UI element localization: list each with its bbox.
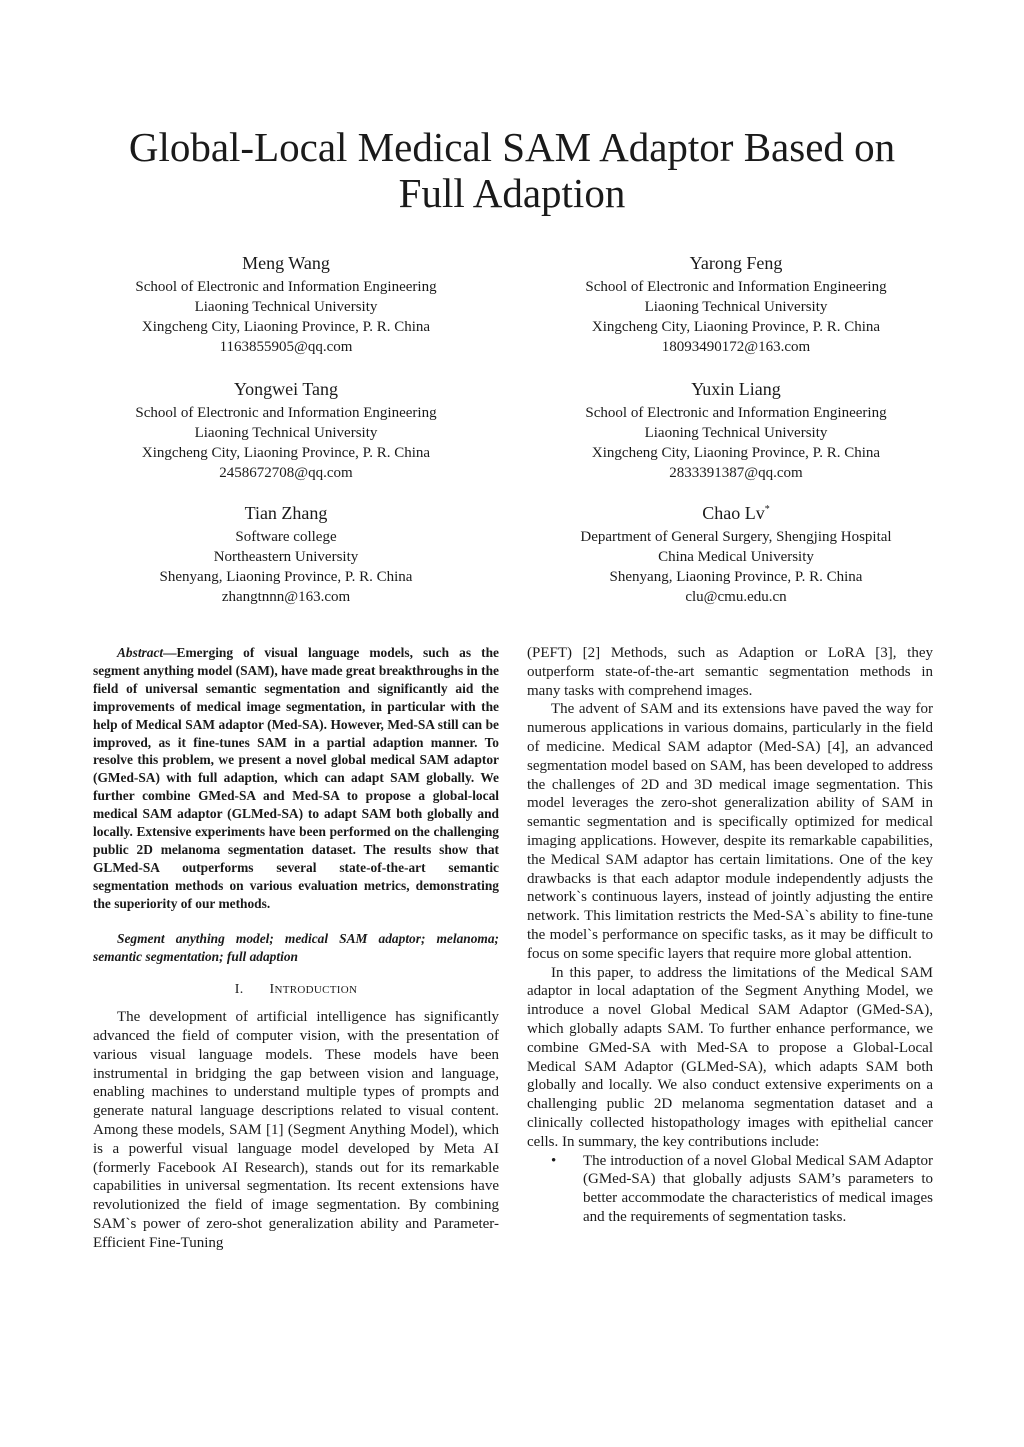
index-terms: Segment anything model; medical SAM adaptor; melanoma; semantic segmentation; full adaption: [93, 930, 499, 964]
author-institution: China Medical University: [658, 549, 814, 565]
author-institution: Liaoning Technical University: [644, 299, 828, 315]
author-block-yuxin-liang: [516, 377, 956, 483]
author-location: Xingcheng City, Liaoning Province, P. R. China: [591, 319, 881, 335]
author-affiliation: School of Electronic and Information Engineering: [585, 405, 887, 421]
paper-title: [0, 124, 1024, 216]
author-email[interactable]: 2458672708@qq.com: [219, 465, 353, 481]
abstract-label: Abstract: [117, 645, 164, 660]
intro-paragraph-1-continued: (PEFT) [2] Methods, such as Adaption or LoRA [3], they outperform state-of-the-art semantic segmentation methods in many tasks with comprehend images.: [527, 645, 933, 699]
author-affiliation: School of Electronic and Information Engineering: [135, 405, 437, 421]
intro-paragraph-2: The advent of SAM and its extensions have paved the way for numerous applications in various domains, particularly in the field of medicine. Medical SAM adaptor (Med-SA) [4], an advanced segmentation model based on SAM, has been developed to address the challenges of 2D and 3D medical image segmentation. This model leverages the zero-shot generalization ability of SAM in semantic segmentation and is specifically optimized for medical imaging applications. However, despite its remarkable capabilities, the Medical SAM adaptor has certain limitations. One of the key drawbacks is that each adaptor module independently adjusts the network`s continuous layers, instead of jointly adjusting the entire network. This limitation restricts the Med-SA`s ability to fine-tune the model`s performance on specific tasks, as it may be difficult to focus on some specific layers that require more global attention.: [527, 701, 933, 962]
abstract-text: Emerging of visual language models, such as the segment anything model (SAM), have made great breakthroughs in the field of universal semantic segmentation and significantly aid the improvements of medical image segmentation, in particular with the help of Medical SAM adaptor (Med-SA). However, Med-SA still can be improved, as it fine-tunes SAM in a partial adaption manner. To resolve this problem, we present a novel global medical SAM adaptor (GMed-SA) with full adaption, which can adapt SAM globally. We further combine GMed-SA and Med-SA to propose a global-local medical SAM adaptor (GLMed-SA) to adapt SAM both globally and locally. Extensive experiments have been performed on the challenging public 2D melanoma segmentation dataset. The results show that GLMed-SA outperforms several state-of-the-art semantic segmentation methods on various evaluation metrics, demonstrating the superiority of our methods.: [93, 645, 499, 911]
intro-paragraph-3: In this paper, to address the limitations of the Medical SAM adaptor in local adaptation of the Segment Anything Model, we introduce a novel Global Medical SAM Adaptor (GMed-SA), which globally adapts SAM. To further enhance performance, we combine GMed-SA with Med-SA to propose a Global-Local Medical SAM Adaptor (GLMed-SA), which adapts SAM both globally and locally. We also conduct extensive experiments on a challenging public 2D melanoma segmentation dataset and a clinically collected histopathology images with epithelial cancer cells. In summary, the key contributions include:: [527, 964, 933, 1150]
author-block-yarong-feng: [516, 251, 956, 357]
author-location: Xingcheng City, Liaoning Province, P. R. China: [141, 445, 431, 461]
author-affiliation: Software college: [235, 529, 337, 545]
abstract: [93, 644, 499, 913]
author-location: Shenyang, Liaoning Province, P. R. China: [159, 569, 413, 585]
author-affiliation: Department of General Surgery, Shengjing Hospital: [580, 529, 892, 545]
author-name: Chao Lv: [702, 503, 765, 523]
author-affiliation: School of Electronic and Information Engineering: [585, 279, 887, 295]
title-line-1: Global-Local Medical SAM Adaptor Based on: [128, 124, 896, 170]
author-institution: Liaoning Technical University: [194, 299, 378, 315]
author-email[interactable]: zhangtnnn@163.com: [221, 589, 351, 605]
section-title-first: I: [269, 982, 275, 998]
author-institution: Northeastern University: [213, 549, 359, 565]
author-name: Yarong Feng: [689, 253, 783, 273]
author-block-yongwei-tang: [66, 377, 506, 483]
author-name: Yuxin Liang: [691, 379, 781, 399]
author-block-meng-wang: [66, 251, 506, 357]
author-email[interactable]: clu@cmu.edu.cn: [685, 589, 787, 605]
section-title-rest: NTRODUCTION: [274, 984, 358, 997]
contribution-text: The introduction of a novel Global Medical SAM Adaptor (GMed-SA) that globally adjusts SAM’s parameters to better accommodate the characteristics of medical images and the requirements of segmentation tasks.: [583, 1152, 933, 1225]
author-email[interactable]: 1163855905@qq.com: [219, 339, 353, 355]
left-column: [93, 644, 499, 1253]
contribution-list-item: [527, 1152, 933, 1227]
right-column: [527, 644, 933, 1227]
author-name: Tian Zhang: [244, 503, 328, 523]
author-email[interactable]: 2833391387@qq.com: [669, 465, 803, 481]
author-block-tian-zhang: [66, 501, 506, 607]
author-institution: Liaoning Technical University: [644, 425, 828, 441]
bullet-icon: •: [551, 1152, 557, 1169]
author-name: Meng Wang: [242, 253, 330, 273]
title-line-2: Full Adaption: [398, 170, 626, 216]
intro-paragraph-1: The development of artificial intelligence has significantly advanced the field of computer vision, with the presentation of various visual language models. These models have been instrumental in bridging the gap between vision and language, enabling machines to understand multiple types of prompts and generate natural language descriptions related to visual content. Among these models, SAM [1] (Segment Anything Model), which is a powerful visual language model developed by Meta AI (formerly Facebook AI Research), stands out for its remarkable capabilities in universal segmentation. Its recent extensions have revolutionized the field of image segmentation. By combining SAM`s power of zero-shot generalization ability and Parameter-Efficient Fine-Tuning: [93, 1009, 499, 1251]
author-affiliation: School of Electronic and Information Engineering: [135, 279, 437, 295]
author-block-chao-lv: [516, 501, 956, 607]
author-location: Shenyang, Liaoning Province, P. R. China: [609, 569, 863, 585]
author-location: Xingcheng City, Liaoning Province, P. R. China: [591, 445, 881, 461]
author-email[interactable]: 18093490172@163.com: [661, 339, 811, 355]
author-name-line: [516, 501, 956, 525]
section-heading-introduction: [93, 981, 499, 1000]
author-institution: Liaoning Technical University: [194, 425, 378, 441]
author-location: Xingcheng City, Liaoning Province, P. R. China: [141, 319, 431, 335]
corresponding-author-mark: *: [764, 504, 770, 515]
abstract-dash: —: [163, 645, 177, 660]
author-name: Yongwei Tang: [233, 379, 339, 399]
section-number: I.: [234, 982, 244, 998]
